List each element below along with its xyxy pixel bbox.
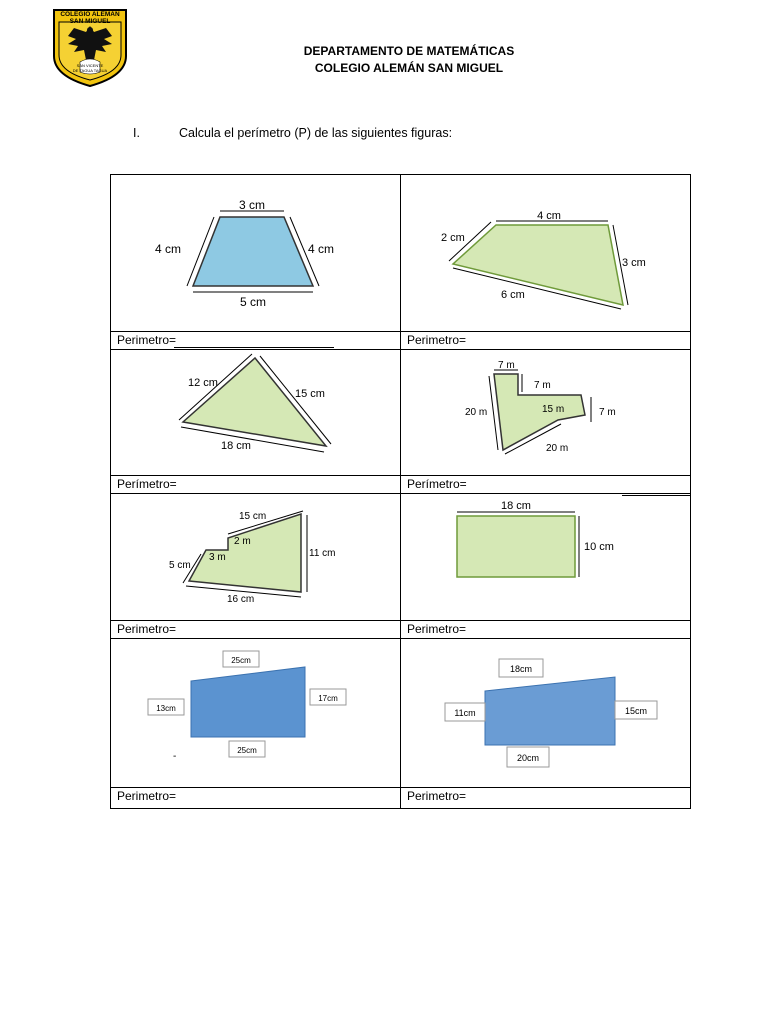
svg-text:SAN VICENTE: SAN VICENTE bbox=[76, 63, 104, 68]
perimeter-label-1: Perimetro= bbox=[111, 332, 401, 350]
svg-text:7 m: 7 m bbox=[534, 380, 551, 391]
svg-text:-: - bbox=[173, 751, 177, 762]
perimeter-label-2: Perimetro= bbox=[401, 332, 691, 350]
trapezoid-diagram bbox=[111, 175, 401, 331]
figure-blue-trapezoid-1 bbox=[111, 639, 401, 788]
step-shape-diagram bbox=[111, 494, 401, 620]
svg-text:15 cm: 15 cm bbox=[295, 388, 325, 400]
figure-rectangle bbox=[401, 494, 691, 621]
svg-text:5 cm: 5 cm bbox=[239, 295, 267, 309]
figure-l-shape bbox=[401, 350, 691, 476]
svg-text:12 cm: 12 cm bbox=[188, 377, 218, 389]
svg-text:4 cm: 4 cm bbox=[537, 210, 561, 222]
figure-trapezoid bbox=[111, 175, 401, 332]
figure-step-shape bbox=[111, 494, 401, 621]
svg-text:20cm: 20cm bbox=[516, 753, 540, 763]
quadrilateral-diagram bbox=[401, 175, 691, 331]
svg-text:3 cm: 3 cm bbox=[238, 198, 266, 212]
svg-text:4 cm: 4 cm bbox=[154, 242, 181, 256]
perimeter-label-5: Perimetro= bbox=[111, 621, 401, 639]
school-title: COLEGIO ALEMÁN SAN MIGUEL bbox=[314, 61, 504, 75]
svg-text:3 cm: 3 cm bbox=[622, 257, 646, 269]
svg-text:SAN MIGUEL: SAN MIGUEL bbox=[69, 18, 111, 25]
blue-trapezoid-1-diagram bbox=[111, 639, 401, 787]
figure-quadrilateral bbox=[401, 175, 691, 332]
svg-text:17cm: 17cm bbox=[318, 694, 338, 703]
svg-text:2 m: 2 m bbox=[234, 536, 251, 547]
perimeter-label-8: Perimetro= bbox=[401, 788, 691, 809]
svg-text:15 cm: 15 cm bbox=[239, 511, 267, 522]
document-header bbox=[0, 43, 768, 77]
l-shape-diagram bbox=[401, 350, 691, 475]
svg-text:2 cm: 2 cm bbox=[441, 232, 465, 244]
rectangle-diagram bbox=[401, 494, 691, 620]
svg-text:18 cm: 18 cm bbox=[501, 500, 531, 512]
svg-text:15cm: 15cm bbox=[624, 706, 648, 716]
perimeter-label-3: Perímetro= bbox=[111, 476, 401, 494]
svg-text:13cm: 13cm bbox=[156, 704, 176, 713]
svg-text:11cm: 11cm bbox=[454, 708, 476, 718]
figure-triangle bbox=[111, 350, 401, 476]
figures-table bbox=[110, 174, 691, 809]
svg-text:10 cm: 10 cm bbox=[584, 541, 614, 553]
svg-text:11 cm: 11 cm bbox=[309, 548, 336, 559]
instruction-number: I. bbox=[133, 126, 140, 140]
svg-text:20 m: 20 m bbox=[546, 443, 569, 454]
triangle-diagram bbox=[111, 350, 401, 475]
svg-text:20 m: 20 m bbox=[465, 407, 488, 418]
svg-text:5 cm: 5 cm bbox=[169, 560, 191, 571]
svg-text:7 m: 7 m bbox=[599, 407, 616, 418]
answer-line bbox=[622, 495, 690, 496]
department-title: DEPARTAMENTO DE MATEMÁTICAS bbox=[303, 44, 515, 58]
instruction-text: Calcula el perímetro (P) de las siguientes figuras: bbox=[179, 126, 453, 140]
perimeter-label-6: Perimetro= bbox=[401, 621, 691, 639]
svg-text:16 cm: 16 cm bbox=[227, 594, 255, 605]
svg-text:18cm: 18cm bbox=[509, 664, 533, 674]
svg-text:DE TAGUA TAGUA: DE TAGUA TAGUA bbox=[72, 68, 108, 73]
svg-text:4 cm: 4 cm bbox=[308, 242, 335, 256]
svg-text:15 m: 15 m bbox=[542, 404, 565, 415]
perimeter-label-7: Perimetro= bbox=[111, 788, 401, 809]
svg-text:25cm: 25cm bbox=[237, 746, 257, 755]
svg-text:18 cm: 18 cm bbox=[221, 440, 251, 452]
svg-text:6 cm: 6 cm bbox=[501, 289, 525, 301]
svg-text:COLEGIO ALEMAN: COLEGIO ALEMAN bbox=[60, 11, 120, 18]
blue-trapezoid-2-diagram bbox=[401, 639, 691, 787]
svg-text:7 m: 7 m bbox=[498, 360, 515, 371]
svg-text:3 m: 3 m bbox=[209, 552, 226, 563]
perimeter-label-4: Perímetro= bbox=[401, 476, 691, 494]
instruction bbox=[133, 126, 452, 140]
svg-text:25cm: 25cm bbox=[231, 656, 251, 665]
figure-blue-trapezoid-2 bbox=[401, 639, 691, 788]
